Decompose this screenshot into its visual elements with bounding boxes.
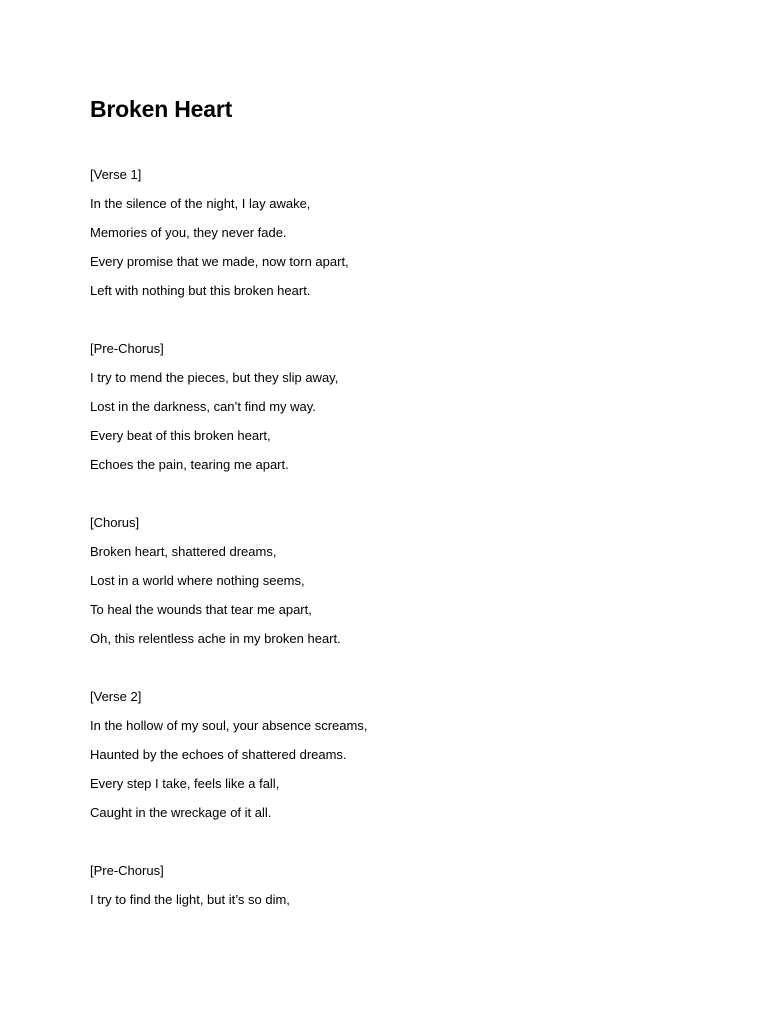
lyrics-section-verse-2 bbox=[90, 682, 690, 827]
lyric-line: Caught in the wreckage of it all. bbox=[90, 805, 272, 820]
lyrics-section-pre-chorus-2 bbox=[90, 856, 690, 914]
lyric-line: Echoes the pain, tearing me apart. bbox=[90, 457, 289, 472]
section-label: [Verse 1] bbox=[90, 167, 142, 182]
lyric-line: Left with nothing but this broken heart. bbox=[90, 283, 311, 298]
lyric-line: Every step I take, feels like a fall, bbox=[90, 776, 280, 791]
lyrics-body bbox=[90, 160, 690, 943]
lyrics-section-chorus bbox=[90, 508, 690, 653]
lyric-line: In the hollow of my soul, your absence screams, bbox=[90, 718, 368, 733]
lyric-line: Lost in a world where nothing seems, bbox=[90, 573, 305, 588]
lyric-line: Every beat of this broken heart, bbox=[90, 428, 271, 443]
lyric-line: In the silence of the night, I lay awake, bbox=[90, 196, 311, 211]
lyric-line: Haunted by the echoes of shattered dreams. bbox=[90, 747, 347, 762]
lyrics-section-pre-chorus bbox=[90, 334, 690, 479]
lyric-line: I try to find the light, but it’s so dim, bbox=[90, 892, 290, 907]
section-label: [Chorus] bbox=[90, 515, 140, 530]
lyric-line: Oh, this relentless ache in my broken heart. bbox=[90, 631, 341, 646]
lyric-line: Broken heart, shattered dreams, bbox=[90, 544, 277, 559]
lyric-line: To heal the wounds that tear me apart, bbox=[90, 602, 312, 617]
lyric-line: I try to mend the pieces, but they slip away, bbox=[90, 370, 339, 385]
lyric-line: Memories of you, they never fade. bbox=[90, 225, 287, 240]
lyrics-section-verse-1 bbox=[90, 160, 690, 305]
section-label: [Verse 2] bbox=[90, 689, 142, 704]
lyric-line: Every promise that we made, now torn apart, bbox=[90, 254, 349, 269]
lyric-line: Lost in the darkness, can’t find my way. bbox=[90, 399, 316, 414]
document-title: Broken Heart bbox=[90, 96, 233, 122]
section-label: [Pre-Chorus] bbox=[90, 341, 164, 356]
section-label: [Pre-Chorus] bbox=[90, 863, 164, 878]
